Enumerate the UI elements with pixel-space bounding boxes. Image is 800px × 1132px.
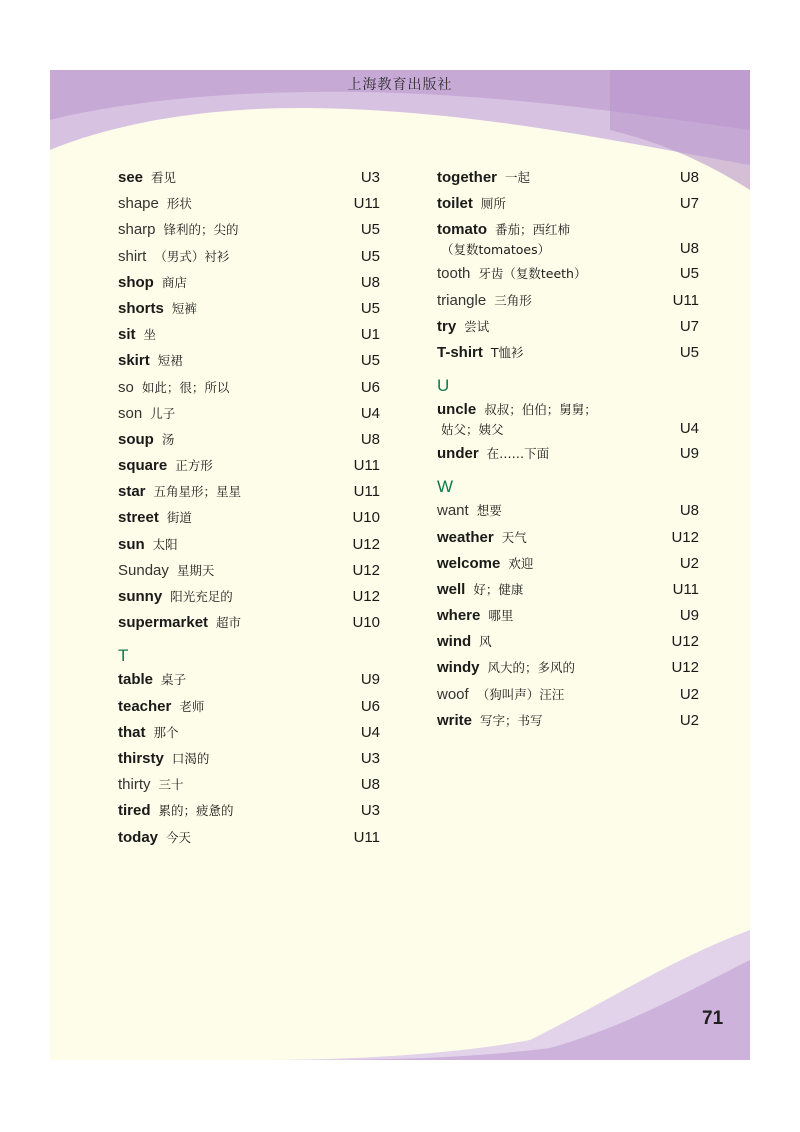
entry-word: sharp — [118, 221, 156, 239]
glossary-entry — [118, 746, 432, 772]
entry-unit: U11 — [672, 580, 699, 598]
glossary-entry — [437, 261, 750, 287]
glossary-entry — [437, 629, 750, 655]
glossary-entry — [437, 682, 750, 708]
entry-word: sunny — [118, 588, 163, 605]
entry-unit: U12 — [352, 535, 380, 553]
entry-unit: U12 — [352, 561, 380, 579]
entry-word: uncle — [437, 401, 477, 419]
entry-unit: U12 — [671, 659, 699, 677]
entry-definition: 累的；疲惫的 — [158, 803, 234, 819]
entry-definition: 短裤 — [171, 300, 197, 316]
entry-unit: U11 — [672, 291, 699, 309]
entry-unit: U4 — [679, 420, 699, 438]
entry-definition: 桌子 — [161, 672, 187, 688]
entry-unit: U12 — [352, 588, 380, 605]
entry-unit: U9 — [360, 671, 380, 689]
entry-unit: U11 — [353, 457, 380, 475]
entry-word: together — [437, 169, 497, 186]
entry-unit: U8 — [360, 776, 380, 794]
entry-word: toilet — [437, 195, 473, 213]
entry-definition-continued: 姑父；姨父 — [441, 422, 504, 438]
entry-word: T-shirt — [437, 343, 483, 361]
glossary-entry — [118, 375, 432, 401]
glossary-entry — [437, 498, 750, 524]
glossary-entry — [118, 217, 432, 243]
glossary-entry — [118, 296, 432, 322]
entry-definition: 尝试 — [464, 318, 490, 334]
glossary-entry — [437, 551, 750, 577]
glossary-entry — [118, 667, 432, 693]
entry-definition: 三十 — [158, 777, 184, 793]
entry-definition: （男式）衬衫 — [154, 248, 230, 264]
entry-definition: 街道 — [166, 510, 192, 526]
entry-word: sun — [118, 535, 145, 553]
glossary-entry — [437, 708, 750, 734]
entry-definition: 叔叔；伯伯；舅舅； — [484, 402, 597, 418]
entry-definition: 风 — [479, 634, 492, 650]
entry-word: welcome — [437, 554, 501, 572]
entry-word: so — [118, 378, 134, 396]
entry-word: son — [118, 404, 143, 422]
page-number: 71 — [702, 1008, 724, 1029]
entry-definition: 老师 — [179, 698, 205, 714]
glossary-entry — [437, 525, 750, 551]
entry-definition: 阳光充足的 — [170, 589, 233, 604]
entry-definition: 超市 — [216, 615, 242, 631]
entry-unit: U3 — [360, 802, 380, 820]
entry-definition: 今天 — [166, 829, 192, 845]
glossary-right-column — [437, 165, 750, 734]
entry-word: see — [118, 169, 144, 186]
entry-definition: 那个 — [153, 724, 179, 740]
entry-unit: U9 — [679, 445, 699, 463]
entry-word: shirt — [118, 247, 147, 265]
glossary-entry — [118, 532, 432, 558]
entry-unit: U6 — [360, 378, 380, 396]
entry-word: star — [118, 483, 146, 501]
entry-definition: 在……下面 — [486, 446, 550, 462]
entry-definition: 牙齿（复数teeth） — [478, 266, 587, 282]
glossary-entry — [118, 165, 432, 191]
entry-unit: U7 — [679, 195, 699, 213]
glossary-entry — [118, 720, 432, 746]
entry-unit: U7 — [679, 317, 699, 335]
entry-definition: 正方形 — [175, 458, 213, 474]
entry-word: triangle — [437, 291, 487, 309]
entry-unit: U1 — [360, 326, 380, 344]
textbook-page — [50, 70, 750, 1060]
entry-word: tomato — [437, 221, 487, 239]
glossary-entry — [118, 610, 432, 636]
entry-unit: U4 — [360, 723, 380, 741]
entry-unit: U3 — [360, 169, 380, 186]
glossary-entry — [118, 322, 432, 348]
entry-word: soup — [118, 430, 154, 448]
entry-word: write — [437, 711, 473, 729]
entry-word: supermarket — [118, 614, 209, 632]
entry-unit: U4 — [360, 404, 380, 422]
entry-definition: 如此；很；所以 — [141, 379, 230, 395]
entry-definition: 锋利的；尖的 — [163, 222, 239, 238]
entry-unit: U8 — [679, 169, 699, 186]
entry-word: that — [118, 723, 146, 741]
entry-definition: 一起 — [505, 170, 531, 185]
entry-word: thirty — [118, 776, 151, 794]
glossary-entry — [118, 772, 432, 798]
glossary-entry — [437, 397, 750, 441]
glossary-entry — [118, 798, 432, 824]
glossary-entry — [118, 427, 432, 453]
entry-definition: 五角星形；星星 — [153, 484, 242, 500]
entry-definition: 星期天 — [176, 562, 215, 578]
glossary-entry — [118, 401, 432, 427]
entry-word: where — [437, 607, 481, 625]
footer-decorative-band — [50, 930, 750, 1060]
entry-word: teacher — [118, 697, 172, 715]
entry-word: today — [118, 828, 159, 846]
entry-word: table — [118, 671, 154, 689]
glossary-entry — [437, 340, 750, 366]
entry-word: try — [437, 317, 457, 335]
glossary-entry — [118, 558, 432, 584]
entry-definition: 太阳 — [152, 536, 178, 552]
entry-definition: 看见 — [151, 170, 177, 185]
entry-unit: U5 — [360, 221, 380, 239]
entry-definition-continued: （复数tomatoes） — [441, 242, 551, 258]
entry-unit: U11 — [353, 195, 380, 213]
entry-word: well — [437, 580, 466, 598]
glossary-entry — [118, 453, 432, 479]
entry-word: under — [437, 445, 479, 463]
entry-definition: 哪里 — [488, 608, 514, 624]
entry-definition: 商店 — [161, 274, 187, 290]
glossary-entry — [437, 655, 750, 681]
section-letter-u: U — [437, 376, 450, 396]
entry-word: thirsty — [118, 749, 164, 767]
glossary-entry — [118, 825, 432, 851]
entry-definition: 天气 — [501, 529, 527, 545]
section-letter-w: W — [437, 477, 454, 497]
entry-definition: 厕所 — [480, 196, 506, 212]
entry-definition: 三角形 — [494, 292, 532, 308]
glossary-entry — [118, 270, 432, 296]
entry-word: want — [437, 502, 469, 520]
entry-definition: 番茄；西红柿 — [495, 222, 571, 238]
glossary-entry — [437, 441, 750, 467]
entry-word: skirt — [118, 352, 150, 370]
entry-unit: U9 — [679, 607, 699, 625]
entry-unit: U10 — [352, 509, 380, 527]
entry-definition: T恤衫 — [490, 344, 524, 360]
entry-definition: 汤 — [161, 431, 175, 447]
entry-word: shorts — [118, 299, 164, 317]
entry-unit: U8 — [679, 240, 699, 258]
entry-definition: 口渴的 — [171, 750, 210, 766]
entry-definition: 儿子 — [150, 405, 176, 421]
entry-word: woof — [437, 685, 469, 703]
entry-definition: （狗叫声）汪汪 — [476, 686, 565, 702]
entry-unit: U8 — [360, 430, 380, 448]
entry-word: square — [118, 457, 168, 475]
entry-word: street — [118, 509, 159, 527]
entry-unit: U2 — [679, 554, 699, 572]
entry-unit: U8 — [679, 502, 699, 520]
glossary-entry — [118, 244, 432, 270]
entry-word: tooth — [437, 265, 471, 283]
entry-word: wind — [437, 633, 472, 651]
glossary-entry — [118, 479, 432, 505]
entry-definition: 短裙 — [157, 353, 183, 369]
entry-word: Sunday — [118, 561, 169, 579]
glossary-entry — [437, 288, 750, 314]
entry-word: shop — [118, 273, 154, 291]
entry-word: shape — [118, 195, 159, 213]
entry-unit: U6 — [360, 697, 380, 715]
entry-unit: U2 — [679, 685, 699, 703]
glossary-entry — [118, 584, 432, 610]
glossary-entry — [118, 191, 432, 217]
entry-unit: U11 — [353, 483, 380, 501]
entry-unit: U5 — [679, 343, 699, 361]
glossary-entry — [437, 603, 750, 629]
glossary-entry — [437, 165, 750, 191]
entry-unit: U3 — [360, 749, 380, 767]
entry-unit: U12 — [671, 633, 699, 651]
entry-definition: 好；健康 — [473, 581, 524, 597]
entry-unit: U8 — [360, 273, 380, 291]
entry-unit: U5 — [679, 265, 699, 283]
entry-unit: U12 — [671, 528, 699, 546]
entry-word: tired — [118, 802, 151, 820]
entry-definition: 形状 — [166, 196, 192, 212]
entry-definition: 欢迎 — [508, 555, 534, 571]
glossary-entry — [118, 694, 432, 720]
entry-definition: 风大的；多风的 — [487, 660, 576, 676]
entry-word: sit — [118, 326, 136, 344]
entry-definition: 写字；书写 — [480, 712, 543, 728]
entry-definition: 坐 — [143, 327, 157, 343]
entry-definition: 想要 — [476, 503, 502, 519]
glossary-left-column — [118, 165, 432, 851]
glossary-entry — [118, 505, 432, 531]
glossary-entry — [437, 314, 750, 340]
glossary-entry — [437, 577, 750, 603]
entry-word: windy — [437, 659, 480, 677]
entry-word: weather — [437, 528, 494, 546]
entry-unit: U2 — [679, 711, 699, 729]
glossary-entry — [118, 348, 432, 374]
publisher-name: 上海教育出版社 — [347, 77, 453, 93]
glossary-entry — [437, 191, 750, 217]
entry-unit: U5 — [360, 352, 380, 370]
section-letter-t: T — [118, 646, 129, 666]
entry-unit: U5 — [360, 299, 380, 317]
entry-unit: U10 — [352, 614, 380, 632]
entry-unit: U11 — [353, 828, 380, 846]
glossary-entry — [437, 217, 750, 261]
entry-unit: U5 — [360, 247, 380, 265]
